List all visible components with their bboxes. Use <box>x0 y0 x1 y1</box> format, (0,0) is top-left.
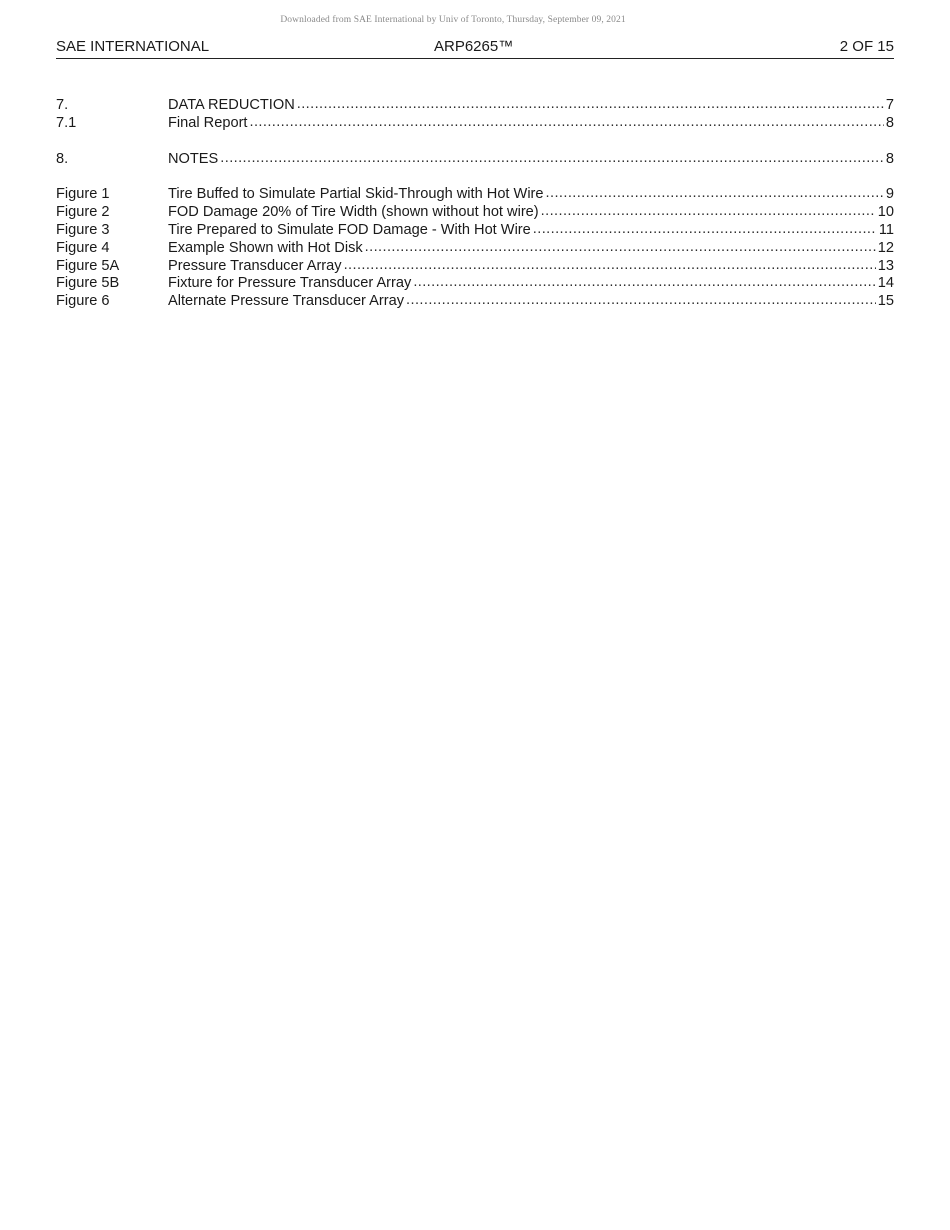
download-watermark: Downloaded from SAE International by Univ of Toronto, Thursday, September 09, 2021 <box>280 15 626 25</box>
figure-entry-title: Tire Buffed to Simulate Partial Skid-Through with Hot Wire <box>168 186 544 203</box>
dot-leader <box>406 292 876 310</box>
page-header <box>56 38 894 59</box>
dot-leader <box>546 185 884 203</box>
figure-entry-title: Fixture for Pressure Transducer Array <box>168 275 412 292</box>
figure-entry[interactable] <box>56 186 894 204</box>
figure-entry-number: Figure 1 <box>56 186 110 203</box>
toc-entry-page: 8 <box>885 114 894 131</box>
dot-leader <box>297 96 884 114</box>
toc-entry-title: DATA REDUCTION <box>168 97 295 113</box>
figure-entry[interactable] <box>56 204 894 222</box>
figure-entry-title: Tire Prepared to Simulate FOD Damage - With Hot Wire <box>168 221 531 238</box>
dot-leader <box>413 274 875 292</box>
toc-entry-title: NOTES <box>168 150 219 167</box>
document-number: ARP6265™ <box>434 38 514 55</box>
figure-entry[interactable] <box>56 222 894 240</box>
figure-entry-number: Figure 5A <box>56 257 120 274</box>
dot-leader <box>365 239 876 257</box>
toc-entry-page: 8 <box>885 150 894 167</box>
figure-entry-title: Alternate Pressure Transducer Array <box>168 293 405 310</box>
toc-entry-number: 7.1 <box>56 114 77 131</box>
figure-entry-page: 12 <box>877 239 894 256</box>
dot-leader <box>541 203 876 221</box>
figure-entry[interactable] <box>56 258 894 276</box>
figure-entry-number: Figure 2 <box>56 204 110 221</box>
publisher-name: SAE INTERNATIONAL <box>56 38 210 55</box>
toc-entry-number: 7. <box>56 97 69 113</box>
figure-entry-title: Pressure Transducer Array <box>168 257 342 274</box>
toc-entry[interactable] <box>56 97 894 115</box>
figure-entry-page: 14 <box>877 275 894 292</box>
figure-entry[interactable] <box>56 293 894 311</box>
figure-entry-page: 15 <box>877 293 894 310</box>
figure-entry-title: FOD Damage 20% of Tire Width (shown without hot wire) <box>168 204 539 221</box>
figure-entry[interactable] <box>56 240 894 258</box>
dot-leader <box>533 221 877 239</box>
toc-entry-page: 7 <box>885 97 894 113</box>
toc-entry-number: 8. <box>56 150 69 167</box>
toc-entry-title: Final Report <box>168 114 248 131</box>
figure-entry-number: Figure 5B <box>56 275 120 292</box>
dot-leader <box>220 150 884 168</box>
figure-entry-number: Figure 4 <box>56 239 110 256</box>
toc-entry[interactable] <box>56 115 894 133</box>
toc-entry[interactable] <box>56 151 894 169</box>
figure-entry-page: 11 <box>878 221 894 238</box>
figure-entry-page: 9 <box>885 186 894 203</box>
dot-leader <box>344 257 876 275</box>
page-number: 2 OF 15 <box>839 38 894 55</box>
figure-entry-title: Example Shown with Hot Disk <box>168 239 363 256</box>
dot-leader <box>250 114 884 132</box>
figure-entry-number: Figure 6 <box>56 293 110 310</box>
figure-entry-page: 10 <box>877 204 894 221</box>
figure-entry-page: 13 <box>877 257 894 274</box>
figure-entry[interactable] <box>56 275 894 293</box>
figure-entry-number: Figure 3 <box>56 221 110 238</box>
table-of-contents <box>56 97 894 311</box>
